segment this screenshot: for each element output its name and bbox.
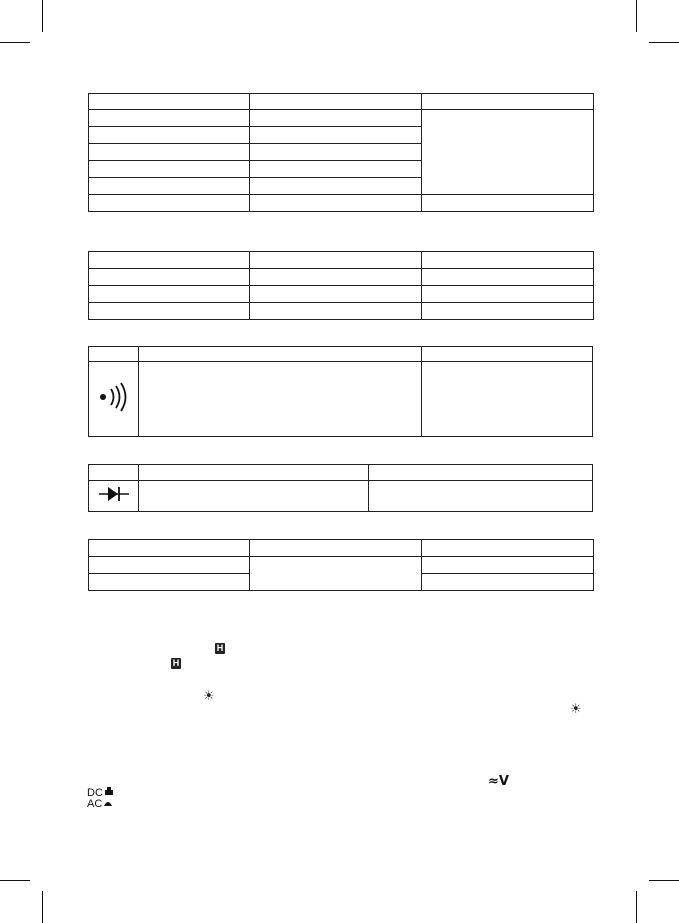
- crop-mark: [636, 0, 637, 32]
- backlight-sun-icon: ☀: [203, 689, 215, 704]
- hold-icon: H: [216, 643, 224, 653]
- crop-mark: [649, 880, 679, 881]
- diode-table: [88, 464, 593, 512]
- ac-label-text: AC: [87, 798, 103, 810]
- diode-symbol-cell: [89, 481, 139, 512]
- crop-mark: [649, 42, 679, 43]
- crop-mark: [42, 0, 43, 32]
- continuity-symbol-cell: [89, 362, 139, 437]
- spec-table-5: [88, 539, 594, 591]
- diode-icon: [99, 486, 129, 502]
- crop-mark: [0, 880, 30, 881]
- hold-icon: H: [172, 658, 180, 668]
- dc-indicator-icon: [104, 787, 114, 796]
- continuity-sound-icon: [97, 382, 131, 412]
- crop-mark: [42, 891, 43, 923]
- crop-mark: [0, 42, 30, 43]
- spec-table-1: [88, 93, 594, 212]
- backlight-sun-icon: ☀: [570, 702, 582, 717]
- ac-label: [87, 798, 113, 810]
- dc-label-text: DC: [87, 787, 103, 799]
- crop-mark: [636, 891, 637, 923]
- continuity-table: [88, 346, 593, 437]
- ac-voltage-symbol: ≈V: [488, 774, 509, 789]
- spec-table-2: [88, 251, 594, 320]
- ac-indicator-icon: [103, 798, 113, 807]
